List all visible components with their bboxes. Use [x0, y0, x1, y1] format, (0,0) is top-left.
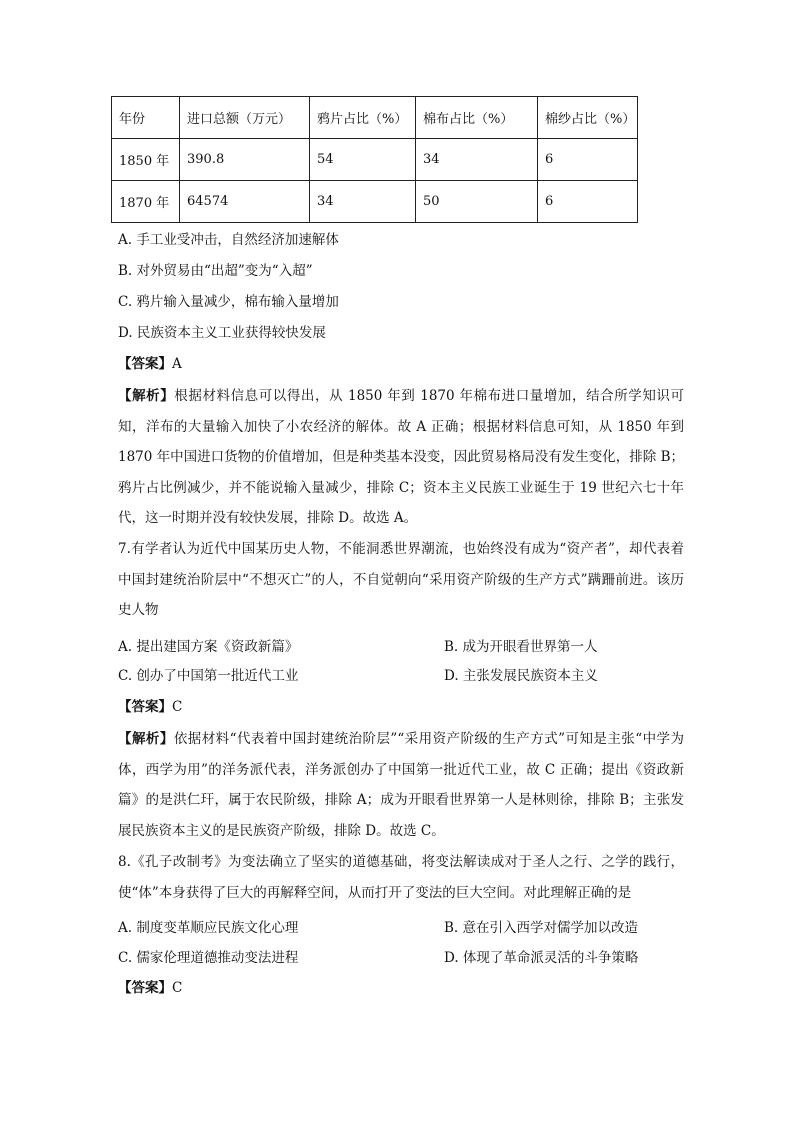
q7-analysis	[118, 724, 684, 846]
answer-value: C	[172, 980, 183, 996]
table-header-cell: 棉纱占比（%）	[538, 97, 638, 139]
q7-option-c: C. 创办了中国第一批近代工业	[118, 668, 299, 684]
table-header-cell: 鸦片占比（%）	[310, 97, 416, 139]
q7-option-a: A. 提出建国方案《资政新篇》	[118, 639, 299, 655]
q6-option-c: C. 鸦片输入量减少，棉布输入量增加	[118, 294, 339, 310]
answer-value: A	[172, 356, 182, 372]
table-header-cell: 棉布占比（%）	[416, 97, 538, 139]
q8-option-a: A. 制度变革顺应民族文化心理	[118, 920, 299, 936]
q8-answer	[118, 978, 678, 998]
q6-option-d: D. 民族资本主义工业获得较快发展	[118, 325, 326, 341]
table-cell: 1850 年	[112, 139, 180, 181]
q6-option-b: B. 对外贸易由“出超”变为“入超”	[118, 263, 313, 279]
q8-option-c: C. 儒家伦理道德推动变法进程	[118, 950, 299, 966]
table-cell: 34	[310, 181, 416, 223]
q6-option-a: A. 手工业受冲击，自然经济加速解体	[118, 232, 339, 248]
q8-option-b: B. 意在引入西学对儒学加以改造	[444, 920, 639, 936]
table-cell: 34	[416, 139, 538, 181]
q6-answer	[118, 354, 678, 374]
table-cell: 1870 年	[112, 181, 180, 223]
table-header-row	[112, 97, 638, 139]
answer-label: 【答案】	[118, 699, 172, 715]
q7-answer	[118, 697, 678, 717]
table-row	[112, 181, 638, 223]
analysis-text: 依据材料“代表着中国封建统治阶层”“采用资产阶级的生产方式”可知是主张“中学为体，西学为用”的洋务派代表，洋务派创办了中国第一批近代工业，故 C 正确；提出《资政新篇》的是洪仁玕，属于农民阶级，排除 A；成为开眼看世界第一人是林则徐，排除 B；主张发展民族资本主义的是民族资产阶级，排除 D。故选 C。	[118, 731, 685, 839]
table-row	[112, 139, 638, 181]
analysis-label: 【解析】	[118, 731, 174, 747]
q7-stem: 7.有学者认为近代中国某历史人物，不能洞悉世界潮流，也始终没有成为“资产者”，却代表着中国封建统治阶层中“不想灭亡”的人，不自觉朝向“采用资产阶级的生产方式”蹒跚前进。该历史人物	[118, 541, 684, 619]
q7-option-b: B. 成为开眼看世界第一人	[444, 639, 598, 655]
analysis-text: 根据材料信息可以得出，从 1850 年到 1870 年棉布进口量增加，结合所学知识可知，洋布的大量输入加快了小农经济的解体。故 A 正确；根据材料信息可知，从 1850 年到 1870 年中国进口货物的价值增加，但是种类基本没变，因此贸易格局没有发生变化，排除 B；鸦片占比例减少，并不能说输入量减少，排除 C；资本主义民族工业诞生于 19 世纪六七十年代，这一时期并没有较快发展，排除 D。故选 A。	[118, 388, 685, 527]
import-data-table	[111, 96, 638, 223]
q6-analysis	[118, 381, 684, 534]
q8-option-d: D. 体现了革命派灵活的斗争策略	[444, 950, 639, 966]
table-cell: 64574	[180, 181, 310, 223]
table-cell: 54	[310, 139, 416, 181]
table-header-cell: 进口总额（万元）	[180, 97, 310, 139]
answer-value: C	[172, 699, 183, 715]
table-cell: 6	[538, 139, 638, 181]
table-header-cell: 年份	[112, 97, 180, 139]
table-cell: 390.8	[180, 139, 310, 181]
table-cell: 6	[538, 181, 638, 223]
answer-label: 【答案】	[118, 980, 172, 996]
table-cell: 50	[416, 181, 538, 223]
q8-stem: 8.《孔子改制考》为变法确立了坚实的道德基础，将变法解读成对于圣人之行、之学的践行，使“体”本身获得了巨大的再解释空间，从而打开了变法的巨大空间。对此理解正确的是	[118, 854, 684, 901]
answer-label: 【答案】	[118, 356, 172, 372]
q7-option-d: D. 主张发展民族资本主义	[444, 668, 598, 684]
analysis-label: 【解析】	[118, 388, 175, 404]
